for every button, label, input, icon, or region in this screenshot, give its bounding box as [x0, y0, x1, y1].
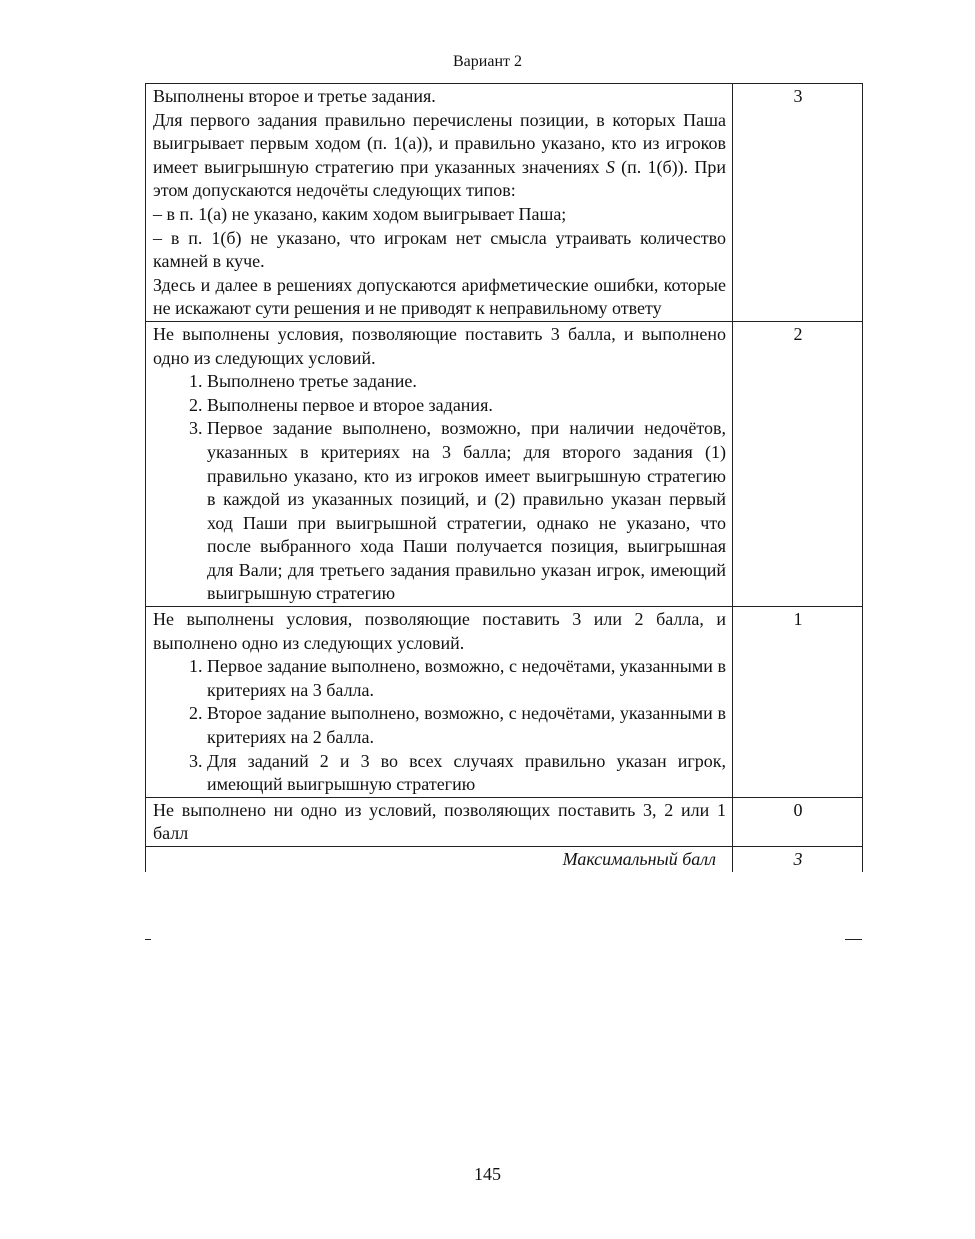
- criteria-intro: Не выполнены условия, позволяющие поставить 3 или 2 балла, и выполнено одно из следующих условий.: [153, 609, 726, 653]
- condition-item: 3. Первое задание выполнено, возможно, при наличии недочётов, указанных в критериях на 3 балла; для второго задания (1) правильно указано, кто из игроков имеет выигрышную стратегию в каждой из указанных позиций, и (2) правильно указан первый ход Паши при выигрышной стратегии, однако не указано, что после выбранного хода Паши получается позиция, выигрышная для Вали; для третьего задания правильно указан игрок, имеющий выигрышную стратегию: [207, 417, 726, 606]
- variant-header: Вариант 2: [453, 53, 522, 70]
- criteria-row-1: [146, 607, 863, 798]
- criteria-row-0: [146, 797, 863, 846]
- criteria-text: [146, 607, 733, 798]
- max-score-value: 3: [733, 847, 863, 872]
- criteria-paragraph: Выполнены второе и третье задания.: [153, 86, 436, 106]
- max-score-label: Максимальный балл: [146, 847, 733, 872]
- criteria-text-part: (п. 1(б)). При этом допускаются недочёты следующих типов:: [153, 156, 727, 201]
- criteria-intro: Не выполнены условия, позволяющие поставить 3 балла, и выполнено одно из следующих условий.: [153, 323, 726, 368]
- score-cell: 3: [733, 84, 863, 322]
- criteria-row-3: [146, 84, 863, 322]
- condition-item: 2. Второе задание выполнено, возможно, с недочётами, указанными в критериях на 2 балла.: [207, 702, 726, 749]
- criteria-paragraph: [153, 109, 726, 203]
- variable-s: S: [605, 156, 615, 177]
- criteria-paragraph: Здесь и далее в решениях допускаются арифметические ошибки, которые не искажают сути решения и не приводят к неправильному ответу: [153, 274, 726, 319]
- condition-item: 1. Выполнено третье задание.: [207, 370, 726, 394]
- table-corner-tick-left: [145, 939, 151, 940]
- criteria-table: [145, 83, 863, 872]
- score-cell: 1: [733, 607, 863, 798]
- condition-list: [153, 370, 726, 606]
- criteria-text: Не выполнено ни одно из условий, позволяющих поставить 3, 2 или 1 балл: [146, 797, 733, 846]
- max-score-row: [146, 847, 863, 872]
- page-number: 145: [474, 1164, 501, 1184]
- criteria-row-2: [146, 321, 863, 606]
- criteria-paragraph: – в п. 1(а) не указано, каким ходом выигрывает Паша;: [153, 203, 567, 224]
- criteria-text-part: Для первого задания правильно перечислены позиции, в которых Паша выигрывает первым ходом (п. 1(а)), и правильно указано, кто из игроков имеет выигрышную стратегию при указанных значениях: [153, 109, 726, 177]
- criteria-paragraph: – в п. 1(б) не указано, что игрокам нет смысла утраивать количество камней в куче.: [153, 227, 726, 272]
- score-cell: 0: [733, 797, 863, 846]
- condition-item: 2. Выполнены первое и второе задания.: [207, 394, 726, 418]
- condition-item: 3. Для заданий 2 и 3 во всех случаях правильно указан игрок, имеющий выигрышную стратегию: [207, 750, 726, 797]
- score-cell: 2: [733, 321, 863, 606]
- condition-item: 1. Первое задание выполнено, возможно, с недочётами, указанными в критериях на 3 балла.: [207, 655, 726, 702]
- condition-list: [153, 655, 726, 797]
- criteria-text: [146, 84, 733, 322]
- table-corner-tick-right: [845, 939, 862, 940]
- criteria-text: [146, 321, 733, 606]
